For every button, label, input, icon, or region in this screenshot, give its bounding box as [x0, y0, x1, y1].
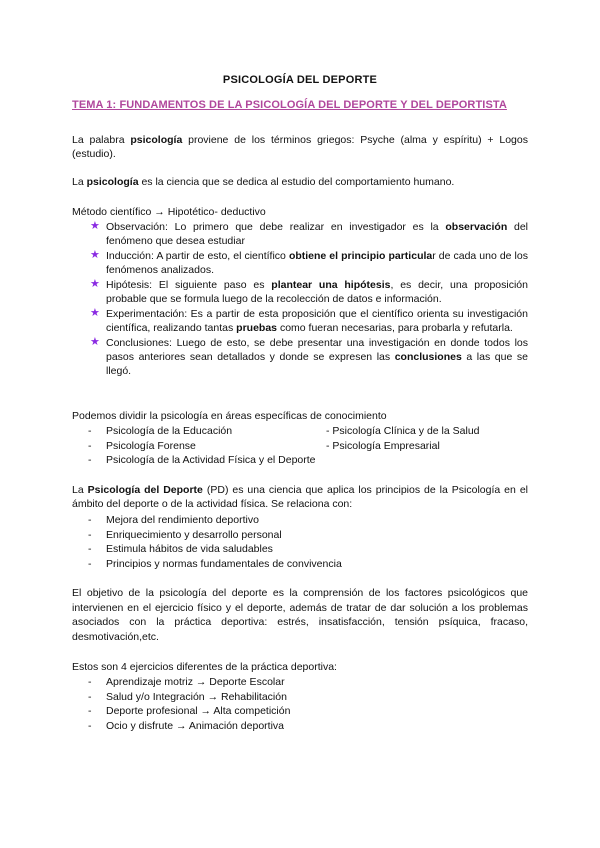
- bold-term: Psicología del Deporte: [87, 484, 203, 496]
- bold-term: psicología: [130, 134, 183, 146]
- text: La: [72, 176, 87, 188]
- list-item: - Psicología Forense - Psicología Empresarial: [88, 439, 440, 452]
- dash-bullet: -: [88, 454, 92, 466]
- dash-bullet: -: [88, 557, 92, 570]
- areas-intro: Podemos dividir la psicología en áreas específicas de conocimiento: [72, 410, 387, 422]
- star-bullet-icon: ★: [90, 336, 100, 348]
- paragraph-psyche: [72, 133, 528, 161]
- list-item: ★ Experimentación: Es a partir de esta proposición que el científico orienta su investigación científica, realizando tantas pruebas como fueran necesarias, para probarla y refutarla.: [90, 307, 528, 334]
- list-item: ★ Observación: Lo primero que debe realizar en investigador es la observación del fenómeno que desea estudiar: [90, 220, 529, 247]
- dash-bullet: -: [88, 439, 92, 452]
- list-item: - Principios y normas fundamentales de convivencia: [88, 557, 342, 570]
- list-item: ★ Inducción: A partir de esto, el científico obtiene el principio particular de cada uno de los fenómenos analizados.: [90, 249, 528, 276]
- method-steps: [72, 220, 528, 379]
- dash-bullet: -: [88, 528, 92, 541]
- text: La palabra: [72, 134, 131, 146]
- star-bullet-icon: ★: [90, 249, 100, 261]
- paragraph-pd: La Psicología del Deporte (PD) es una ciencia que aplica los principios de la Psicología en el ámbito del deporte o de la actividad física. Se relaciona con:: [72, 484, 528, 510]
- list-item: - Psicología de la Educación - Psicología Clínica y de la Salud: [88, 425, 480, 437]
- ejercicios-list: [72, 675, 528, 733]
- bold-term: psicología: [86, 176, 139, 188]
- list-item: - Psicología de la Actividad Física y el Deporte: [88, 454, 316, 466]
- dash-bullet: -: [88, 514, 92, 526]
- areas-list: [72, 424, 528, 468]
- dash-bullet: -: [88, 705, 92, 717]
- paragraph-definition: [72, 175, 528, 189]
- method-line: Método científico → Hipotético- deductivo: [72, 206, 266, 218]
- list-item: - Estimula hábitos de vida saludables: [88, 543, 273, 555]
- dash-bullet: -: [88, 719, 92, 732]
- pd-list: [72, 513, 528, 571]
- star-bullet-icon: ★: [90, 220, 100, 232]
- ejercicios-intro: Estos son 4 ejercicios diferentes de la práctica deportiva:: [72, 661, 337, 673]
- list-item: - Deporte profesional → Alta competición: [88, 705, 291, 717]
- dash-bullet: -: [88, 543, 92, 555]
- list-item: - Aprendizaje motriz → Deporte Escolar: [88, 676, 285, 688]
- list-item: - Ocio y disfrute → Animación deportiva: [88, 719, 284, 732]
- dash-bullet: -: [88, 676, 92, 688]
- list-item: ★ Hipótesis: El siguiente paso es plantear una hipótesis, es decir, una proposición probable que se formula luego de la recolección de datos e información.: [90, 278, 528, 305]
- star-bullet-icon: ★: [90, 278, 100, 290]
- document-title: PSICOLOGÍA DEL DEPORTE: [222, 74, 378, 86]
- paragraph-objetivo: El objetivo de la psicología del deporte es la comprensión de los factores psicológicos que intervienen en el ejercicio físico y el deporte, además de tratar de dar solución a los problemas asociados con la práctica deportiva: estrés, insatisfacción, tensión psíquica, fracaso, desmotivación,etc.: [72, 587, 528, 643]
- text: proviene de los términos griegos: Psyche (alma y espíritu) + Logos (estudio).: [72, 134, 528, 160]
- dash-bullet: -: [88, 425, 92, 437]
- list-item: - Salud y/o Integración → Rehabilitación: [88, 690, 287, 703]
- text: es la ciencia que se dedica al estudio del comportamiento humano.: [138, 176, 455, 188]
- dash-bullet: -: [88, 690, 92, 703]
- star-bullet-icon: ★: [90, 307, 100, 319]
- list-item: - Enriquecimiento y desarrollo personal: [88, 528, 282, 541]
- section-heading: TEMA 1: FUNDAMENTOS DE LA PSICOLOGÍA DEL DEPORTE Y DEL DEPORTISTA: [72, 99, 507, 111]
- list-item: - Mejora del rendimiento deportivo: [88, 514, 259, 526]
- list-item: ★ Conclusiones: Luego de esto, se debe presentar una investigación en donde todos los pasos anteriores sean detallados y donde se expresen las conclusiones a las que se llegó.: [90, 336, 528, 377]
